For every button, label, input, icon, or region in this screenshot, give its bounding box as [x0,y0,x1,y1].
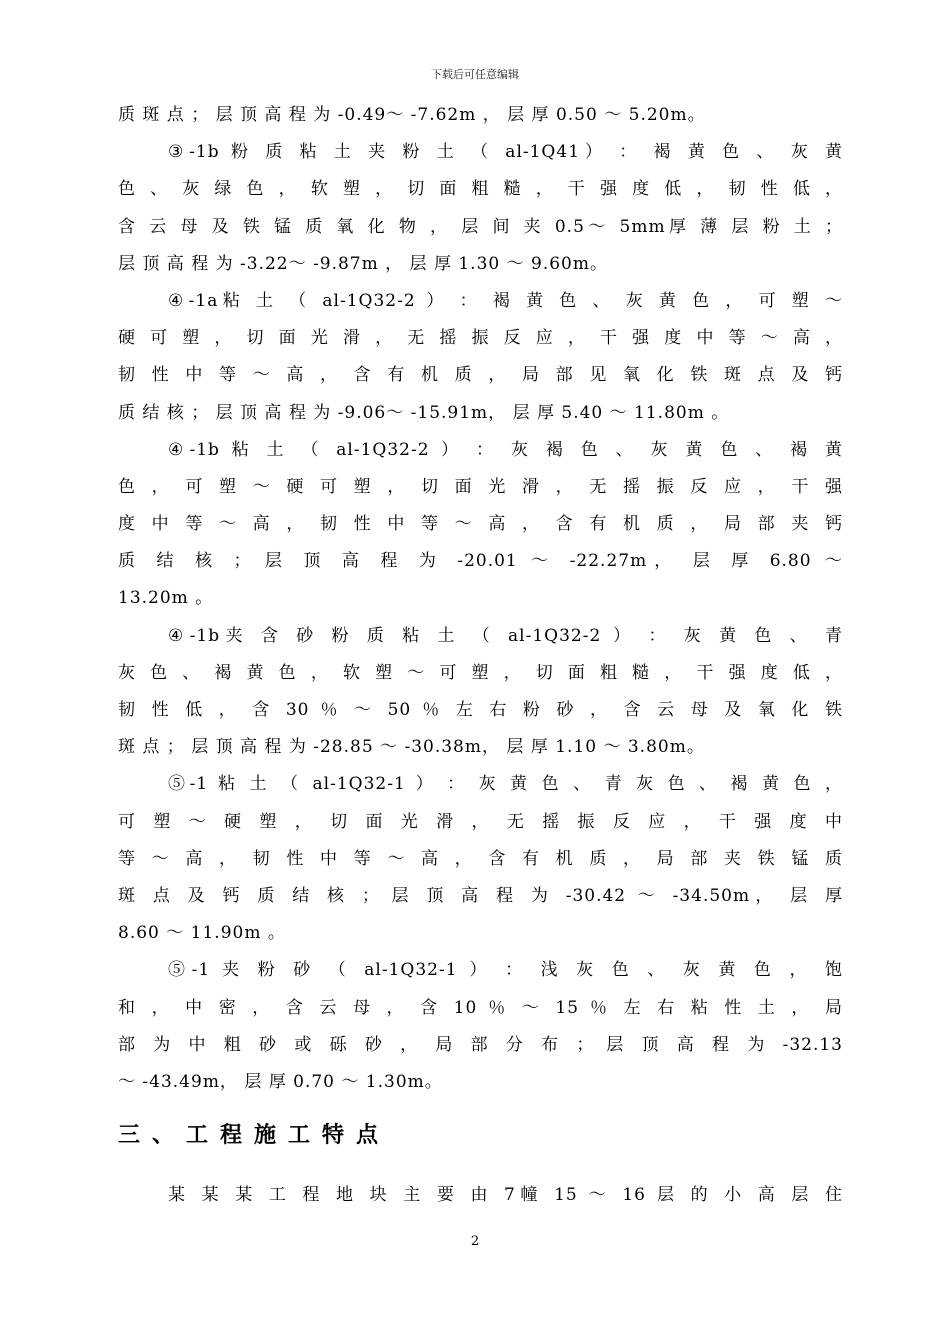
paragraph-line: 韧 性 中 等 ～ 高 ， 含 有 机 质 ， 局 部 见 氧 化 铁 斑 点 及 钙 [118,365,843,386]
page-number: 2 [470,1234,480,1249]
paragraph-line: 色 ， 可 塑 ～ 硬 可 塑 ， 切 面 光 滑 ， 无 摇 振 反 应 ， 干 强 [118,476,843,497]
paragraph-line: 度 中 等 ～ 高 ， 韧 性 中 等 ～ 高 ， 含 有 机 质 ， 局 部 夹 钙 [118,514,843,535]
paragraph-line: 某 某 某 工 程 地 块 主 要 由 7幢 15 ～ 16 层 的 小 高 层 住 [168,1185,843,1205]
paragraph-line: ③-1b 粉 质 粘 土 夹 粉 土 （ al-1Q41） ： 褐 黄 色 、 灰 黄 [168,142,843,163]
paragraph-line: 色 、 灰 绿 色 ， 软 塑 ， 切 面 粗 糙 ， 干 强 度 低 ， 韧 性 低 ， [118,179,843,200]
paragraph-line: 可 塑 ～ 硬 塑 ， 切 面 光 滑 ， 无 摇 振 反 应 ， 干 强 度 中 [118,811,843,832]
paragraph-line: 13.20m 。 [118,588,214,609]
paragraph-line: ～ -43.49m， 层 厚 0.70 ～ 1.30m。 [118,1071,443,1092]
paragraph-line: 质 结 核 ； 层 顶 高 程 为 -20.01 ～ -22.27m， 层 厚 6.80 ～ [118,551,843,572]
paragraph-line: 质 斑 点 ； 层 顶 高 程 为 -0.49～ -7.62m ， 层 厚 0.50 ～ 5.20m。 [118,105,706,125]
paragraph-line: 和 ， 中 密 ， 含 云 母 ， 含 10 ％ ～ 15 ％ 左 右 粘 性 土 ， 局 [118,997,843,1018]
body-text [118,97,843,1101]
paragraph-line: 韧 性 低 ， 含 30 ％ ～ 50 ％ 左 右 粉 砂 ， 含 云 母 及 氧 化 铁 [118,700,843,720]
paragraph-line: ⑤-1 粘 土 （ al-1Q32-1 ） ： 灰 黄 色 、 青 灰 色 、 褐 黄 色 ， [168,774,843,795]
paragraph-line: 部 为 中 粗 砂 或 砾 砂 ， 局 部 分 布 ； 层 顶 高 程 为 -32.13 [118,1034,843,1055]
paragraph-line: 硬 可 塑 ， 切 面 光 滑 ， 无 摇 振 反 应 ， 干 强 度 中 等 ～ 高 ， [118,328,843,349]
paragraph-line: 斑 点 ； 层 顶 高 程 为 -28.85 ～ -30.38m， 层 厚 1.10 ～ 3.80m。 [118,737,705,758]
paragraph-line: 斑 点 及 钙 质 结 核 ； 层 顶 高 程 为 -30.42 ～ -34.50m， 层 厚 [118,885,843,906]
page-header: 下载后可任意编辑 [431,68,519,81]
paragraph-line: 8.60 ～ 11.90m 。 [118,923,286,944]
paragraph-line: ④-1a粘 土 （ al-1Q32-2 ） ： 褐 黄 色 、 灰 黄 色 ， 可 塑 ～ [168,290,843,311]
paragraph-line: 等 ～ 高 ， 韧 性 中 等 ～ 高 ， 含 有 机 质 ， 局 部 夹 铁 锰 质 [118,848,843,869]
paragraph-line: ⑤-1 夹 粉 砂 （ al-1Q32-1 ） ： 浅 灰 色 、 灰 黄 色 ， 饱 [168,960,843,981]
paragraph-line: 灰 色 、 褐 黄 色 ， 软 塑 ～ 可 塑 ， 切 面 粗 糙 ， 干 强 度 低 ， [118,662,843,683]
paragraph-line: 质 结 核 ； 层 顶 高 程 为 -9.06～ -15.91m， 层 厚 5.40 ～ 11.80m 。 [118,402,730,423]
section-paragraph [118,1177,843,1214]
paragraph-line: 含 云 母 及 铁 锰 质 氧 化 物 ， 层 间 夹 0.5～ 5mm厚 薄 层 粉 土 ； [118,216,843,237]
paragraph-line: ④-1b夹 含 砂 粉 质 粘 土 （ al-1Q32-2 ） ： 灰 黄 色 、 青 [168,625,843,646]
paragraph-line: ④-1b 粘 土 （ al-1Q32-2 ） ： 灰 褐 色 、 灰 黄 色 、 褐 黄 [168,439,843,460]
paragraph-line: 层 顶 高 程 为 -3.22～ -9.87m ， 层 厚 1.30 ～ 9.60m。 [118,253,608,274]
section-heading: 三、工程施工特点 [118,1123,391,1148]
